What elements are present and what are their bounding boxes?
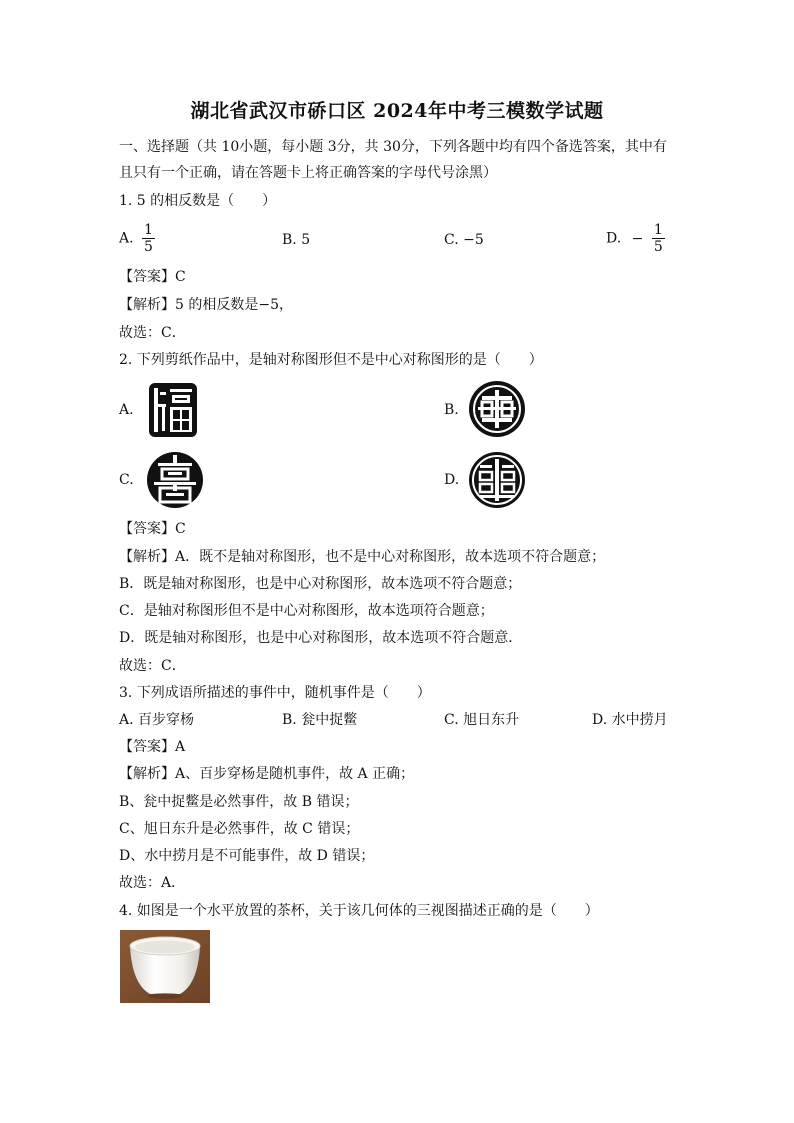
q2-conclusion: 故选：C． xyxy=(119,658,186,674)
section-intro-line-2: 且只有一个正确，请在答题卡上将正确答案的字母代号涂黑） xyxy=(119,165,497,181)
page-title: 湖北省武汉市硚口区 2024年中考三模数学试题 xyxy=(190,100,604,122)
q2-option-b-label: B. xyxy=(444,402,459,418)
q1-option-c: C. −5 xyxy=(444,232,484,248)
q2-option-a-label: A. xyxy=(119,402,134,418)
paper-cut-round-seal-c-icon xyxy=(146,451,204,509)
q2-analysis-1: 【解析】A．既不是轴对称图形，也不是中心对称图形，故本选项不符合题意； xyxy=(119,549,606,565)
q1-answer: 【答案】C xyxy=(119,269,186,285)
teacup-photo xyxy=(120,930,210,1003)
paper-cut-round-seal-d-icon xyxy=(468,451,526,509)
paper-cut-fu-character-icon xyxy=(146,380,200,440)
section-intro-line-1: 一、选择题（共 10小题，每小题 3分，共 30分，下列各题中均有四个备选答案，其中有 xyxy=(119,139,667,155)
q1-option-a: A. $\frac{1}{5}$ xyxy=(119,222,153,255)
q2-analysis-4: D．既是轴对称图形，也是中心对称图形，故本选项不符合题意． xyxy=(119,630,523,646)
q3-analysis-3: C、旭日东升是必然事件，故 C 错误； xyxy=(119,821,360,837)
q1-analysis: 【解析】5 的相反数是−5， xyxy=(119,297,293,313)
q3-answer: 【答案】A xyxy=(119,739,186,755)
q3-option-c: C. 旭日东升 xyxy=(444,712,520,728)
q4-stem: 4. 如图是一个水平放置的茶杯，关于该几何体的三视图描述正确的是（ ） xyxy=(119,903,599,919)
paper-cut-round-seal-b-icon xyxy=(468,380,526,438)
q1-option-b: B. 5 xyxy=(282,232,311,248)
q2-analysis-2: B．既是轴对称图形，也是中心对称图形，故本选项不符合题意； xyxy=(119,576,522,592)
q1-option-d: D. − $\frac{1}{5}$ xyxy=(606,222,663,255)
q2-stem: 2. 下列剪纸作品中，是轴对称图形但不是中心对称图形的是（ ） xyxy=(119,352,543,368)
q3-conclusion: 故选：A． xyxy=(119,875,186,891)
q1-stem: 1. 5 的相反数是（ ） xyxy=(119,193,277,209)
q1-option-a-fraction: $\frac{1}{5}$ xyxy=(144,222,153,255)
q1-conclusion: 故选：C． xyxy=(119,325,186,341)
q3-option-b: B. 瓮中捉鳖 xyxy=(282,712,358,728)
q3-analysis-1: 【解析】A、百步穿杨是随机事件，故 A 正确； xyxy=(119,766,415,782)
q2-analysis-3: C．是轴对称图形但不是中心对称图形，故本选项符合题意； xyxy=(119,603,494,619)
q2-option-d-label: D. xyxy=(444,472,460,488)
q3-option-d: D. 水中捞月 xyxy=(592,712,668,728)
q2-option-c-label: C. xyxy=(119,472,134,488)
q2-answer: 【答案】C xyxy=(119,521,186,537)
q3-option-a: A. 百步穿杨 xyxy=(119,712,195,728)
q3-analysis-4: D、水中捞月是不可能事件，故 D 错误； xyxy=(119,848,375,864)
q3-analysis-2: B、瓮中捉鳖是必然事件，故 B 错误； xyxy=(119,794,359,810)
q3-stem: 3. 下列成语所描述的事件中，随机事件是（ ） xyxy=(119,685,431,701)
q1-option-d-fraction: $\frac{1}{5}$ xyxy=(653,222,663,255)
